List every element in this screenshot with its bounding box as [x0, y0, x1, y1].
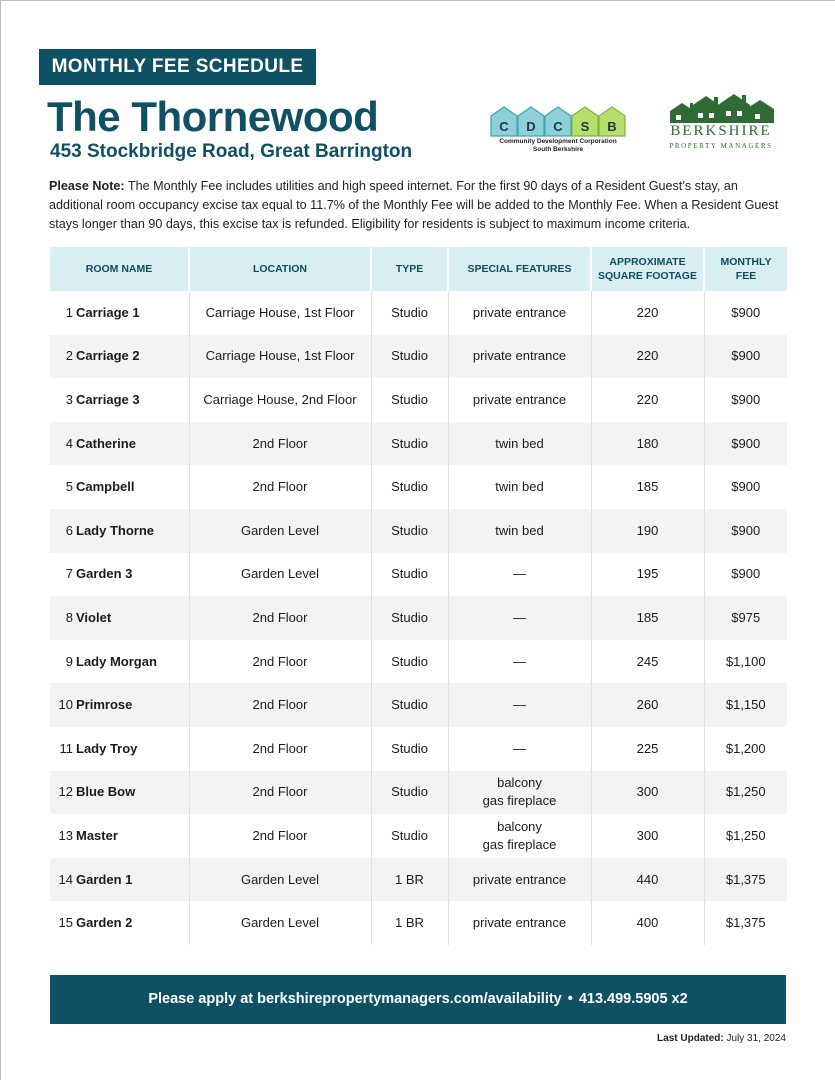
room-type: Studio: [371, 465, 448, 509]
room-name: Garden 1: [76, 871, 133, 887]
room-number: 10: [58, 697, 73, 713]
room-location: 2nd Floor: [189, 814, 371, 858]
fee-schedule-badge: MONTHLY FEE SCHEDULE: [39, 49, 316, 85]
room-number: 3: [65, 391, 73, 407]
header-sqft-line2: SQUARE FOOTAGE: [598, 270, 697, 282]
room-number: 1: [65, 304, 73, 320]
room-number: 4: [65, 435, 73, 451]
room-number: 14: [58, 871, 73, 887]
room-monthly-fee: $1,375: [704, 901, 787, 945]
room-monthly-fee: $1,200: [704, 727, 787, 771]
room-monthly-fee: $1,250: [704, 814, 787, 858]
room-number: 12: [58, 784, 73, 800]
room-name: Violet: [76, 609, 112, 625]
room-special-features: [448, 422, 591, 466]
room-location: Carriage House, 1st Floor: [189, 291, 371, 335]
fee-note: [49, 177, 785, 234]
feature-line: —: [513, 740, 526, 756]
room-name: Catherine: [76, 435, 136, 451]
feature-line: twin bed: [495, 479, 544, 495]
room-location: 2nd Floor: [189, 727, 371, 771]
room-monthly-fee: $1,375: [704, 858, 787, 902]
room-name: Master: [76, 827, 118, 843]
room-monthly-fee: $1,100: [704, 640, 787, 684]
room-name-cell: [50, 291, 189, 335]
header-sqft-line1: APPROXIMATE: [609, 256, 686, 268]
feature-line: —: [513, 566, 526, 582]
room-name-cell: [50, 422, 189, 466]
room-name-cell: [50, 814, 189, 858]
cdcsb-logo-line2: South Berkshire: [532, 146, 584, 153]
room-name-cell: [50, 553, 189, 597]
room-name-cell: [50, 771, 189, 815]
room-special-features: [448, 814, 591, 858]
feature-line: private entrance: [472, 304, 567, 320]
header-square-footage: [591, 247, 704, 291]
fee-table-header: [50, 247, 787, 291]
table-row: [50, 858, 787, 902]
room-name-cell: [50, 335, 189, 379]
room-name-cell: [50, 465, 189, 509]
room-monthly-fee: $900: [704, 509, 787, 553]
feature-line: twin bed: [495, 522, 544, 538]
room-special-features: [448, 509, 591, 553]
table-row: [50, 335, 787, 379]
berkshire-logo: [660, 93, 782, 157]
header-room-name: ROOM NAME: [50, 247, 189, 291]
cdcsb-houses-icon: [487, 104, 629, 138]
room-type: 1 BR: [371, 901, 448, 945]
room-square-footage: 185: [591, 465, 704, 509]
room-name-cell: [50, 858, 189, 902]
table-row: [50, 596, 787, 640]
apply-banner: [50, 975, 786, 1024]
room-special-features: [448, 378, 591, 422]
feature-line: balcony: [497, 818, 542, 834]
header-fee-line2: FEE: [735, 270, 757, 282]
cdcsb-letter: C: [499, 119, 509, 134]
room-square-footage: 180: [591, 422, 704, 466]
room-name: Lady Thorne: [76, 522, 155, 538]
feature-line: —: [513, 609, 526, 625]
last-updated-date: July 31, 2024: [726, 1033, 786, 1044]
table-row: [50, 683, 787, 727]
room-number: 9: [65, 653, 73, 669]
room-name: Carriage 2: [76, 348, 140, 364]
room-monthly-fee: $900: [704, 378, 787, 422]
room-monthly-fee: $1,250: [704, 771, 787, 815]
table-row: [50, 378, 787, 422]
room-location: Carriage House, 1st Floor: [189, 335, 371, 379]
feature-line: private entrance: [472, 915, 567, 931]
room-type: Studio: [371, 640, 448, 684]
separator-dot: •: [567, 991, 573, 1007]
last-updated-label: Last Updated:: [657, 1033, 724, 1044]
room-name-cell: [50, 683, 189, 727]
feature-line: balcony: [497, 775, 542, 791]
room-location: 2nd Floor: [189, 640, 371, 684]
cdcsb-logo-line1: Community Development Corporation: [499, 138, 617, 145]
room-location: 2nd Floor: [189, 465, 371, 509]
room-location: 2nd Floor: [189, 771, 371, 815]
room-name: Carriage 1: [76, 304, 140, 320]
feature-line: gas fireplace: [482, 793, 557, 809]
table-row: [50, 553, 787, 597]
room-location: Garden Level: [189, 553, 371, 597]
feature-line: —: [513, 653, 526, 669]
table-row: [50, 422, 787, 466]
cdcsb-letter: B: [607, 119, 617, 134]
cdcsb-letter: C: [553, 119, 563, 134]
room-name: Primrose: [76, 697, 133, 713]
room-square-footage: 260: [591, 683, 704, 727]
room-name: Garden 2: [76, 915, 133, 931]
room-name-cell: [50, 640, 189, 684]
room-type: Studio: [371, 683, 448, 727]
room-square-footage: 190: [591, 509, 704, 553]
room-type: Studio: [371, 771, 448, 815]
table-row: [50, 291, 787, 335]
room-type: Studio: [371, 596, 448, 640]
fee-note-text: The Monthly Fee includes utilities and high speed internet. For the first 90 days of a Resident Guest’s stay, an additional room occupancy excise tax equal to 11.7% of the Monthly Fee will be added to the Monthly Fee. When a Resident Guest stays longer than 90 days, this excise tax is refunded. Eligibility for residents is subject to maximum income criteria.: [49, 179, 779, 231]
cdcsb-letter: D: [526, 119, 536, 134]
room-square-footage: 225: [591, 727, 704, 771]
berkshire-rooftops-icon: [660, 93, 782, 123]
room-name: Carriage 3: [76, 391, 140, 407]
room-type: Studio: [371, 291, 448, 335]
room-name: Campbell: [76, 479, 135, 495]
room-type: Studio: [371, 378, 448, 422]
room-number: 2: [65, 348, 73, 364]
table-row: [50, 901, 787, 945]
fee-note-label: Please Note:: [49, 179, 125, 193]
cdcsb-letter: S: [580, 119, 590, 134]
room-type: Studio: [371, 727, 448, 771]
room-monthly-fee: $900: [704, 553, 787, 597]
room-type: 1 BR: [371, 858, 448, 902]
room-monthly-fee: $900: [704, 291, 787, 335]
room-special-features: [448, 683, 591, 727]
room-location: Carriage House, 2nd Floor: [189, 378, 371, 422]
room-location: 2nd Floor: [189, 683, 371, 727]
feature-line: private entrance: [472, 348, 567, 364]
room-monthly-fee: $900: [704, 422, 787, 466]
phone-number[interactable]: 413.499.5905 x2: [578, 991, 688, 1007]
room-square-footage: 195: [591, 553, 704, 597]
table-row: [50, 465, 787, 509]
room-special-features: [448, 901, 591, 945]
room-square-footage: 440: [591, 858, 704, 902]
header-location: LOCATION: [189, 247, 371, 291]
room-number: 13: [58, 827, 73, 843]
room-number: 7: [65, 566, 73, 582]
room-location: Garden Level: [189, 509, 371, 553]
room-type: Studio: [371, 422, 448, 466]
table-row: [50, 771, 787, 815]
feature-line: —: [513, 697, 526, 713]
room-square-footage: 220: [591, 378, 704, 422]
room-location: Garden Level: [189, 901, 371, 945]
cdcsb-logo: [487, 104, 629, 160]
room-name-cell: [50, 727, 189, 771]
fee-table: [50, 247, 787, 945]
room-special-features: [448, 465, 591, 509]
room-name-cell: [50, 378, 189, 422]
berkshire-logo-name: BERKSHIRE: [670, 123, 772, 139]
table-row: [50, 727, 787, 771]
table-row: [50, 640, 787, 684]
room-special-features: [448, 291, 591, 335]
room-special-features: [448, 771, 591, 815]
room-type: Studio: [371, 814, 448, 858]
room-monthly-fee: $900: [704, 465, 787, 509]
room-name-cell: [50, 509, 189, 553]
room-location: Garden Level: [189, 858, 371, 902]
feature-line: gas fireplace: [482, 836, 557, 852]
table-row: [50, 509, 787, 553]
room-number: 8: [65, 609, 73, 625]
room-number: 6: [65, 522, 73, 538]
feature-line: private entrance: [472, 871, 567, 887]
property-address: 453 Stockbridge Road, Great Barrington: [50, 141, 413, 162]
room-square-footage: 245: [591, 640, 704, 684]
room-special-features: [448, 727, 591, 771]
room-location: 2nd Floor: [189, 596, 371, 640]
header-fee-line1: MONTHLY: [720, 256, 772, 268]
last-updated: [657, 1033, 786, 1044]
room-type: Studio: [371, 335, 448, 379]
room-name: Lady Troy: [76, 740, 138, 756]
room-type: Studio: [371, 509, 448, 553]
room-location: 2nd Floor: [189, 422, 371, 466]
room-name-cell: [50, 901, 189, 945]
berkshire-logo-tagline: PROPERTY MANAGERS: [669, 142, 773, 150]
room-name-cell: [50, 596, 189, 640]
feature-line: private entrance: [472, 391, 567, 407]
header-special-features: SPECIAL FEATURES: [448, 247, 591, 291]
room-type: Studio: [371, 553, 448, 597]
room-name: Garden 3: [76, 566, 133, 582]
room-monthly-fee: $975: [704, 596, 787, 640]
room-square-footage: 300: [591, 771, 704, 815]
room-number: 11: [59, 740, 73, 756]
room-name: Blue Bow: [76, 784, 136, 800]
room-special-features: [448, 335, 591, 379]
room-square-footage: 185: [591, 596, 704, 640]
room-special-features: [448, 640, 591, 684]
room-square-footage: 400: [591, 901, 704, 945]
room-special-features: [448, 553, 591, 597]
room-monthly-fee: $1,150: [704, 683, 787, 727]
header-monthly-fee: [704, 247, 787, 291]
room-square-footage: 300: [591, 814, 704, 858]
page-title: The Thornewood: [47, 93, 379, 140]
feature-line: twin bed: [495, 435, 544, 451]
room-monthly-fee: $900: [704, 335, 787, 379]
room-special-features: [448, 596, 591, 640]
room-square-footage: 220: [591, 335, 704, 379]
room-number: 5: [65, 479, 73, 495]
apply-link[interactable]: Please apply at berkshirepropertymanagers.com/availability: [148, 991, 562, 1007]
room-special-features: [448, 858, 591, 902]
header-type: TYPE: [371, 247, 448, 291]
table-row: [50, 814, 787, 858]
room-square-footage: 220: [591, 291, 704, 335]
room-name: Lady Morgan: [76, 653, 157, 669]
room-number: 15: [58, 915, 73, 931]
